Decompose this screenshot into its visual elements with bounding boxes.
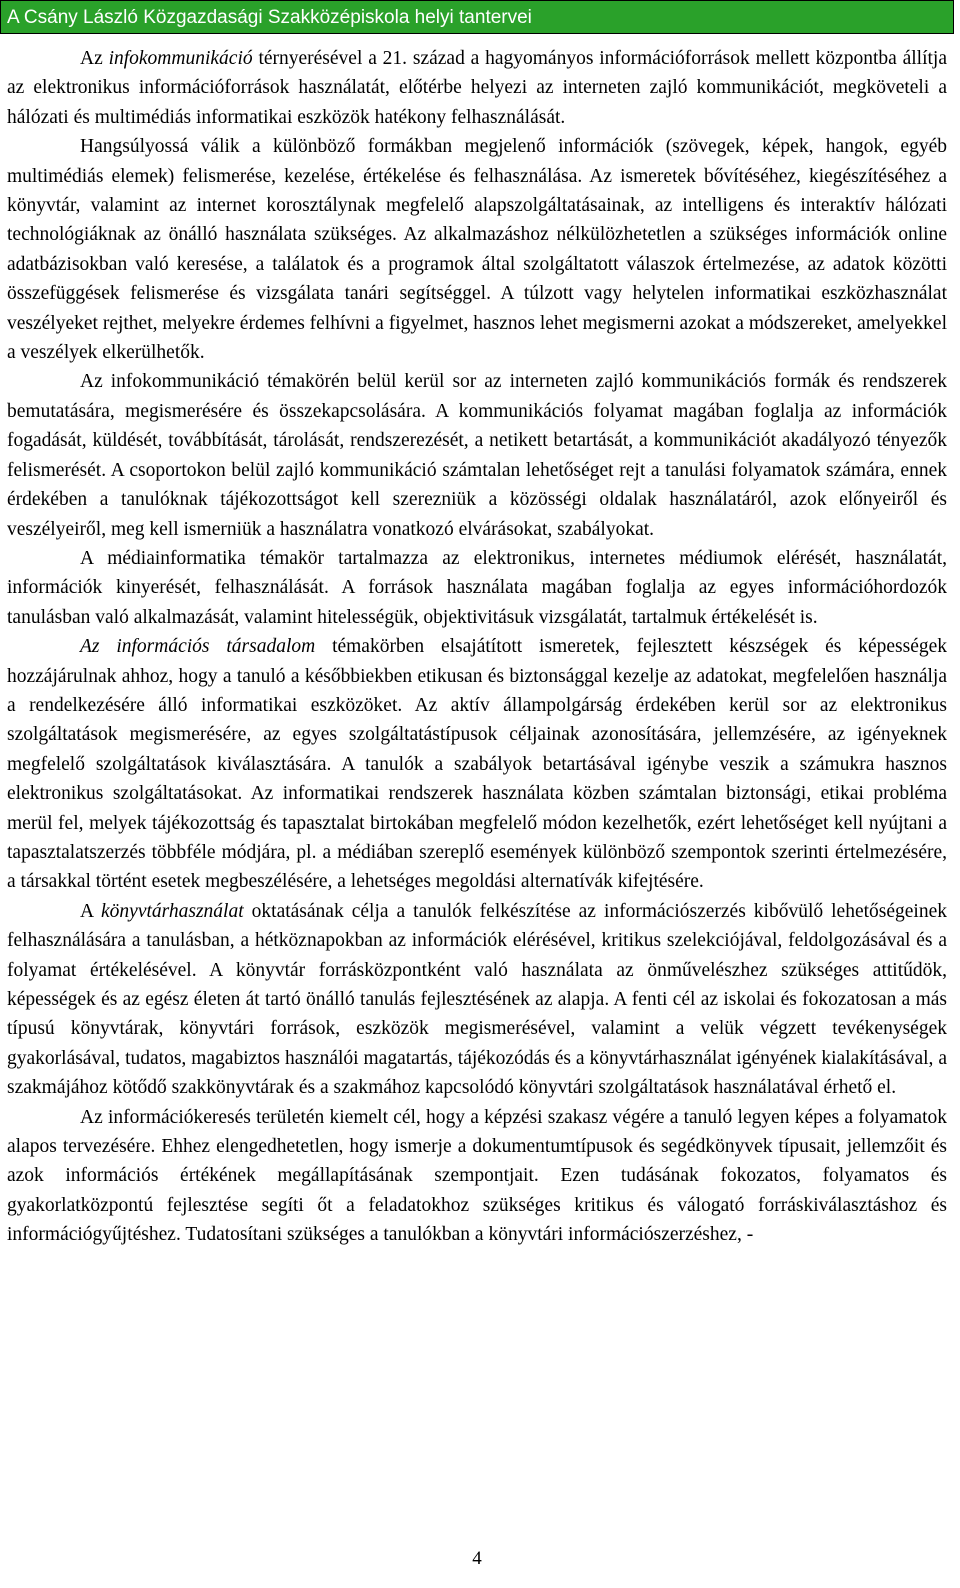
paragraph-6-italic-term: könyvtárhasználat <box>101 900 244 922</box>
paragraph-4: A médiainformatika témakör tartalmazza az elektronikus, internetes médiumok elérését, használatát, információk kinyerését, felhasználását. A források használata magában foglalja az egyes információhordozók tanulásban való alkalmazását, valamint hitelességük, objektivitásuk vizsgálatát, tartalmuk értékelését is. <box>7 547 947 628</box>
paragraph-7: Az információkeresés területén kiemelt cél, hogy a képzési szakasz végére a tanuló legyen képes a folyamatok alapos tervezésére. Ehhez elengedhetetlen, hogy ismerje a dokumentumtípusok és segédkönyvek típusait, jellemzőit és azok információs értékének megállapításának szempontjait. Ezen tudásának fokozatos, folyamatos és gyakorlatközpontú fejlesztése segíti őt a feladatokhoz szükséges kritikus és válogató forráskiválasztáshoz és információgyűjtéshez. Tudatosítani szükséges a tanulókban a könyvtári információszerzéshez, - <box>7 1106 947 1246</box>
paragraph-6 <box>7 897 947 1103</box>
header-bar <box>0 0 954 34</box>
paragraph-5-italic-term: Az információs társadalom <box>80 636 316 658</box>
paragraph-5 <box>7 632 947 897</box>
paragraph-3: Az infokommunikáció témakörén belül kerül sor az interneten zajló kommunikációs formák és rendszerek bemutatására, megismerésére és összekapcsolására. A kommunikációs folyamat magában foglalja az információk fogadását, küldését, továbbítását, tárolását, rendszerezését, a netikett betartását, a kommunikációt akadályozó tényezők felismerését. A csoportokon belül zajló kommunikáció számtalan lehetőséget rejt a tanulási folyamatok számára, ennek érdekében a tanulóknak tájékozottságot kell szerezniük a közösségi oldalak használatáról, azok előnyeiről és veszélyeiről, meg kell ismerniük a használatra vonatkozó elvárásokat, szabályokat. <box>7 371 947 540</box>
paragraph-6-text-rest: oktatásának célja a tanulók felkészítése az információszerzés kibővülő lehetőségeinek felhasználására a tanulásban, a hétköznapokban az információk elérésével, kritikus szelekciójával, feldolgozásával és a folyamat értékelésével. A könyvtár forrásközpontként való használata az önművelészhez szükséges attitűdök, képességek és az egész életen át tartó önálló tanulás fejlesztésének az alapja. A fenti cél az iskolai és fokozatosan a más típusú könyvtárak, könyvtári források, eszközök megismerésével, valamint a velük végzett tevékenységek gyakorlásával, tudatos, magabiztos használói magatartás, tájékozódás és a könyvtárhasználat igényének kialakításával, a szakmájához kötődő szakkönyvtárak és a szakmához kapcsolódó könyvtári szolgáltatások használatával érhető el. <box>7 900 947 1099</box>
paragraph-1 <box>7 44 947 132</box>
header-title: A Csány László Közgazdasági Szakközépiskola helyi tantervei <box>7 7 532 28</box>
paragraph-2: Hangsúlyossá válik a különböző formákban megjelenő információk (szövegek, képek, hangok, egyéb multimédiás elemek) felismerése, kezelése, értékelése és felhasználása. Az ismeretek bővítéséhez, kiegészítéséhez a könyvtár, valamint az internet korosztálynak megfelelő alapszolgáltatásainak, az intelligens és interaktív hálózati technológiáknak az önálló használata szükséges. Az alkalmazáshoz nélkülözhetetlen a szükséges információk online adatbázisokban való keresése, a találatok és a programok által szolgáltatott válaszok értelmezése, az adatok közötti összefüggések felismerése és vizsgálata tanári segítséggel. A túlzott vagy helytelen informatikai eszközhasználat veszélyeket rejthet, melyekre érdemes felhívni a figyelmet, hasznos lehet megismerni azokat a módszereket, amelyekkel a veszélyek elkerülhetők. <box>7 136 947 364</box>
paragraph-6-text-start: A <box>80 900 102 922</box>
paragraph-5-text-rest: témakörben elsajátított ismeretek, fejlesztett készségek és képességek hozzájárulnak ahhoz, hogy a tanuló a későbbiekben etikusan és biztonsággal kezelje az adatokat, megfelelően használja a rendelkezésére álló informatikai eszközöket. Az aktív állampolgárság érdekében kerül sor az elektronikus szolgáltatások megismerésére, az egyes szolgáltatástípusok céljainak azonosítására, jellemzésére, az igényeknek megfelelő szolgáltatások kiválasztására. A tanulók a szabályok betartásával igénybe veszik a számukra hasznos elektronikus szolgáltatásokat. Az informatikai rendszerek használata közben számtalan biztonsági, etikai probléma merül fel, melyek tájékozottság és tapasztalat birtokában megfelelő módon kezelhetők, ezért lehetőséget kell nyújtani a tapasztalatszerzés többféle módjára, pl. a médiában szereplő események különböző szempontok szerinti értelmezésére, a társakkal történt esetek megbeszélésére, a lehetséges megoldási alternatívák kifejtésére. <box>7 636 948 893</box>
paragraph-1-text-start: Az <box>80 48 109 69</box>
paragraph-1-text-rest: térnyerésével a 21. század a hagyományos információforrások mellett központba állítja az elektronikus információforrások használatát, előtérbe helyezi az interneten zajló kommunikációt, megköveteli a hálózati és multimédiás informatikai eszközök hatékony felhasználását. <box>7 48 947 128</box>
paragraph-1-italic-term: infokommunikáció <box>108 48 253 69</box>
document-body <box>0 44 949 1250</box>
page-number: 4 <box>472 1548 482 1569</box>
